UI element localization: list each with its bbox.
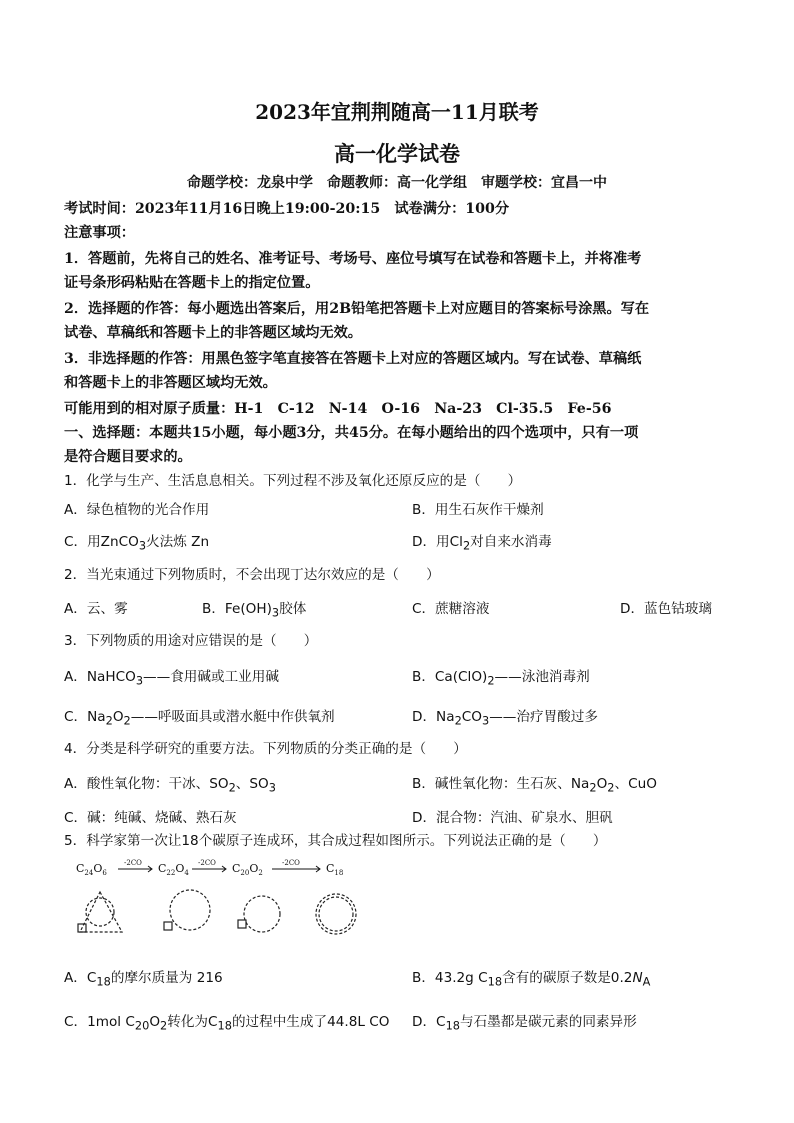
note-2-line-1: 2．选择题的作答：每小题选出答案后，用2B铅笔把答题卡上对应题目的答案标号涂黑。写在 <box>64 301 650 317</box>
q1-option-a: A．绿色植物的光合作用 <box>64 502 210 518</box>
q3-option-b: B．$Ca(ClO)_2——$泳池消毒剂 <box>412 669 590 688</box>
q5-option-d: D．$C_{18}$与石墨都是碳元素的同素异形 <box>412 1014 637 1033</box>
q4-option-a: A．酸性氧化物：干冰、$SO_2$、$SO_3$ <box>64 776 276 795</box>
q1-option-b: B．用生石灰作干燥剂 <box>412 502 544 518</box>
q1-option-c: C．用ZnCO$_3$火法炼 Zn <box>64 534 210 553</box>
svg-text:C20O2: $C_{20}O_2$ <box>232 862 263 877</box>
section-heading-line-2: 是符合题目要求的。 <box>64 449 192 465</box>
notes-heading: 注意事项： <box>64 225 135 241</box>
svg-text:-2CO: -2CO <box>282 859 300 867</box>
exam-authors: 命题学校：龙泉中学 命题教师：高一化学组 审题学校：宜昌一中 <box>187 175 607 191</box>
q5-option-a: A．$C_{18}$的摩尔质量为 216 <box>64 970 223 989</box>
svg-text:-2CO: -2CO <box>198 859 216 867</box>
q3-option-d: D．$Na_2CO_3——$治疗胃酸过多 <box>412 709 598 728</box>
svg-text:-2CO: -2CO <box>124 859 142 867</box>
section-heading-line-1: 一、选择题：本题共15小题，每小题3分，共45分。在每小题给出的四个选项中，只有一项 <box>64 425 639 441</box>
atomic-masses: 可能用到的相对原子质量：H-1 C-12 N-14 O-16 Na-23 Cl-35.5 Fe-56 <box>64 401 612 417</box>
exam-title: 2023年宜荆荆随高一11月联考 <box>255 100 539 124</box>
note-1-line-1: 1．答题前，先将自己的姓名、准考证号、考场号、座位号填写在试卷和答题卡上，并将准考 <box>64 251 642 267</box>
svg-text:C18: $C_{18}$ <box>326 862 344 877</box>
q2-option-d: D．蓝色钴玻璃 <box>620 601 713 617</box>
q3-stem: 3．下列物质的用途对应错误的是（ ） <box>64 633 318 649</box>
q4-option-b: B．碱性氧化物：生石灰、$Na_2O_2$、CuO <box>412 776 657 795</box>
q5-option-b: B．43.2g $C_{18}$含有的碳原子数是$0.2N_A$ <box>412 970 651 989</box>
q5-option-c: C．1mol $C_{20}O_2$转化为$C_{18}$的过程中生成了44.8L CO <box>64 1014 390 1033</box>
exam-time: 考试时间：2023年11月16日晚上19:00-20:15 试卷满分：100分 <box>64 201 510 217</box>
q2-option-c: C．蔗糖溶液 <box>412 601 490 617</box>
svg-text:C24O6: $C_{24}O_6$ <box>76 862 107 877</box>
q4-option-d: D．混合物：汽油、矿泉水、胆矾 <box>412 810 613 826</box>
q5-stem: 5．科学家第一次让18个碳原子连成环，其合成过程如图所示。下列说法正确的是（ ） <box>64 833 607 849</box>
exam-subtitle: 高一化学试卷 <box>334 141 460 166</box>
q4-option-c: C．碱：纯碱、烧碱、熟石灰 <box>64 810 237 826</box>
q4-stem: 4．分类是科学研究的重要方法。下列物质的分类正确的是（ ） <box>64 741 467 757</box>
note-3-line-2: 和答题卡上的非答题区域均无效。 <box>64 375 277 391</box>
q2-option-a: A．云、雾 <box>64 601 128 617</box>
q1-stem: 1．化学与生产、生活息息相关。下列过程不涉及氧化还原反应的是（ ） <box>64 473 522 489</box>
q3-option-c: C．$Na_2O_2——$呼吸面具或潜水艇中作供氧剂 <box>64 709 335 728</box>
q2-stem: 2．当光束通过下列物质时，不会出现丁达尔效应的是（ ） <box>64 567 440 583</box>
note-3-line-1: 3．非选择题的作答：用黑色签字笔直接答在答题卡上对应的答题区域内。写在试卷、草稿纸 <box>64 351 642 367</box>
q1-option-d: D．用$Cl_2$对自来水消毒 <box>412 534 552 553</box>
carbon-ring-synthesis-diagram <box>64 856 364 948</box>
q3-option-a: A．NaHCO$_3$——食用碱或工业用碱 <box>64 669 279 688</box>
svg-text:C22O4: $C_{22}O_4$ <box>158 862 189 877</box>
q2-option-b: B．$Fe(OH)_3$胶体 <box>202 601 307 620</box>
note-1-line-2: 证号条形码粘贴在答题卡上的指定位置。 <box>64 275 320 291</box>
note-2-line-2: 试卷、草稿纸和答题卡上的非答题区域均无效。 <box>64 325 362 341</box>
